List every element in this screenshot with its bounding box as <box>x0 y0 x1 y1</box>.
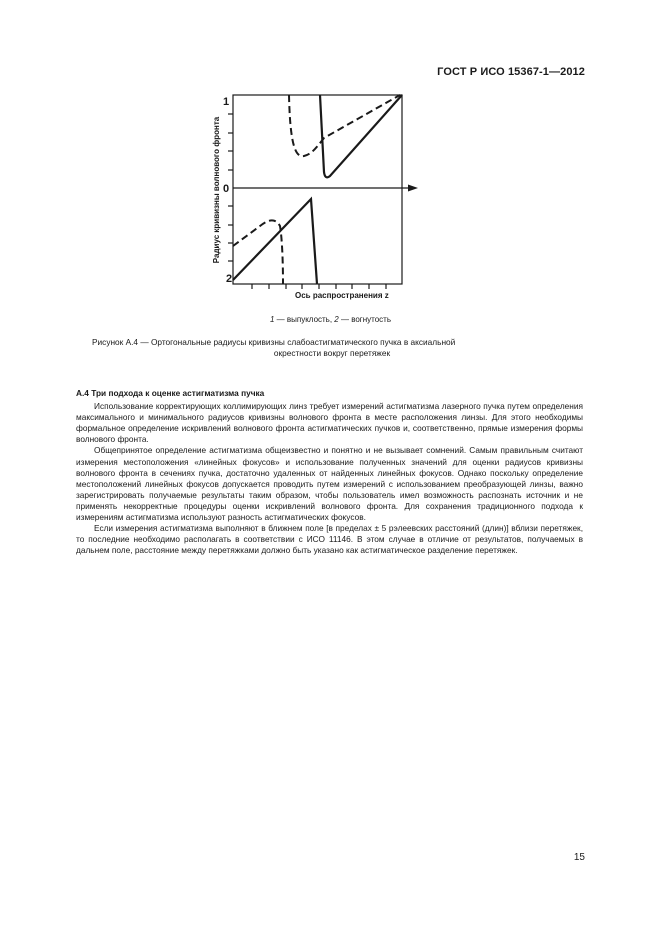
page-number: 15 <box>573 852 585 863</box>
paragraph-3: Если измерения астигматизма выполняют в ближнем поле [в пределах ± 5 рэлеевских расстояний (длин)] вблизи перетяжек, то последние необходимо располагать в соответствии с ИСО 11146. В этом случае в отличие от результатов, получаемых в дальнем поле, расстояние между перетяжками должно быть указано как астигматическое разделение перетяжек. <box>76 523 583 556</box>
solid-curve-lower <box>233 199 317 284</box>
solid-curve-upper <box>320 95 402 177</box>
y-axis-label: Радиус кривизны волнового фронта <box>212 116 221 264</box>
dashed-curve-lower <box>233 220 283 284</box>
curve-1-label: 1 <box>222 96 230 108</box>
legend-text-1: — выпуклость, <box>274 315 335 324</box>
legend-num-2: 2 <box>334 315 339 324</box>
section-a4 <box>76 388 583 556</box>
caption-line-2: окрестности вокруг перетяжек <box>273 348 391 358</box>
figure-legend <box>0 315 661 324</box>
curve-2-label: 2 <box>225 273 233 285</box>
legend-num-1: 1 <box>269 315 275 324</box>
figure-caption <box>92 337 572 359</box>
paragraph-2: Общепринятое определение астигматизма общеизвестно и понятно и не вызывает сомнений. Самым правильным считают измерения местоположения «линейных фокусов» и использование полученных значений для оценки радиусов кривизны волнового фронта в сечениях пучка, достаточно удаленных от найденных линейных фокусов. Однако поскольку определение местоположений линейных фокусов допускается проводить путем измерений с использованием преобразующей линзы, важно зарегистрировать получаемые результаты таким образом, чтобы пользователь имел возможность распознать источник и не применять некорректные процедуры оценки искривлений волнового фронта. Для сохранения традиционного подхода к измерениям астигматизма используют разность астигматических фокусов. <box>76 445 583 523</box>
x-ticks <box>252 284 386 289</box>
section-heading: А.4 Три подхода к оценке астигматизма пучка <box>76 388 265 398</box>
document-header: ГОСТ Р ИСО 15367-1—2012 <box>437 66 585 78</box>
figure-a4 <box>200 88 430 306</box>
z-axis-arrow <box>408 185 418 192</box>
legend-text-2: — вогнутость <box>338 315 391 324</box>
paragraph-1: Использование корректирующих коллимирующих линз требует измерений астигматизма лазерного пучка путем определения максимального и минимального радиусов кривизны волнового фронта в месте расположения линзы. Для этого необходимы формальное определение искривлений волнового фронта астигматических пучков и, соответственно, прямые измерения формы волнового фронта. <box>76 401 583 445</box>
dashed-curve-upper <box>289 95 400 156</box>
curvature-graph <box>200 88 430 306</box>
x-axis-label: Ось распространения z <box>295 291 389 300</box>
zero-label: 0 <box>222 183 230 195</box>
caption-line-1: Рисунок А.4 — Ортогональные радиусы кривизны слабоастигматического пучка в аксиальной <box>92 337 456 347</box>
